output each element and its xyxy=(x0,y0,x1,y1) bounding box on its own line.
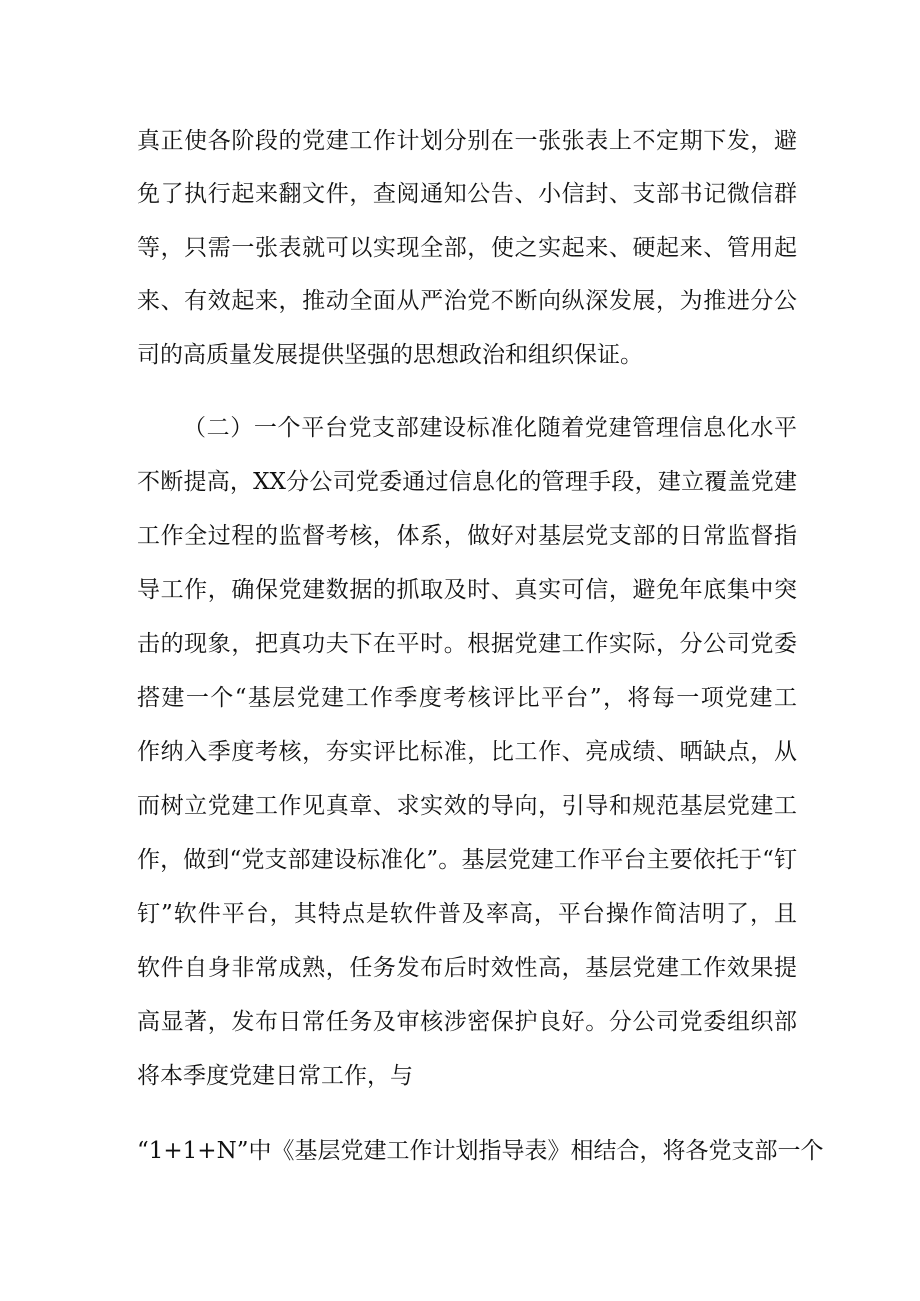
paragraph-2-line-9: 作，做到“党支部建设标准化”。基层党建工作平台主要依托于“钉 xyxy=(137,847,797,873)
paragraph-2-line-2: 不断提高，XX分公司党委通过信息化的管理手段，建立覆盖党建 xyxy=(137,469,797,495)
paragraph-2-line-4: 导工作，确保党建数据的抓取及时、真实可信，避免年底集中突 xyxy=(137,577,797,603)
paragraph-1-line-5: 司的高质量发展提供坚强的思想政治和组织保证。 xyxy=(137,342,643,368)
paragraph-2-line-11: 软件自身非常成熟，任务发布后时效性高，基层党建工作效果提 xyxy=(137,955,797,981)
paragraph-2-line-5: 击的现象，把真功夫下在平时。根据党建工作实际，分公司党委 xyxy=(137,631,797,657)
paragraph-1-line-1: 真正使各阶段的党建工作计划分别在一张张表上不定期下发，避 xyxy=(137,128,797,154)
paragraph-1-line-3: 等，只需一张表就可以实现全部，使之实起来、硬起来、管用起 xyxy=(137,235,797,261)
paragraph-2-line-3: 工作全过程的监督考核，体系，做好对基层党支部的日常监督指 xyxy=(137,523,797,549)
paragraph-2-line-8: 而树立党建工作见真章、求实效的导向，引导和规范基层党建工 xyxy=(137,793,797,819)
paragraph-2-line-1: （二）一个平台党支部建设标准化随着党建管理信息化水平 xyxy=(183,415,797,441)
paragraph-2-line-12: 高显著，发布日常任务及审核涉密保护良好。分公司党委组织部 xyxy=(137,1009,797,1035)
paragraph-1-line-2: 免了执行起来翻文件，查阅通知公告、小信封、支部书记微信群 xyxy=(137,181,797,207)
paragraph-2-line-7: 作纳入季度考核，夯实评比标准，比工作、亮成绩、晒缺点，从 xyxy=(137,739,797,765)
paragraph-2-line-6: 搭建一个“基层党建工作季度考核评比平台”，将每一项党建工 xyxy=(137,685,797,711)
paragraph-2-line-10: 钉”软件平台，其特点是软件普及率高，平台操作简洁明了，且 xyxy=(137,901,797,927)
paragraph-2-line-13: 将本季度党建日常工作，与 xyxy=(137,1063,413,1089)
paragraph-3-line-1: “1+1+N”中《基层党建工作计划指导表》相结合，将各党支部一个 xyxy=(137,1138,824,1164)
paragraph-1-line-4: 来、有效起来，推动全面从严治党不断向纵深发展，为推进分公 xyxy=(137,288,797,314)
